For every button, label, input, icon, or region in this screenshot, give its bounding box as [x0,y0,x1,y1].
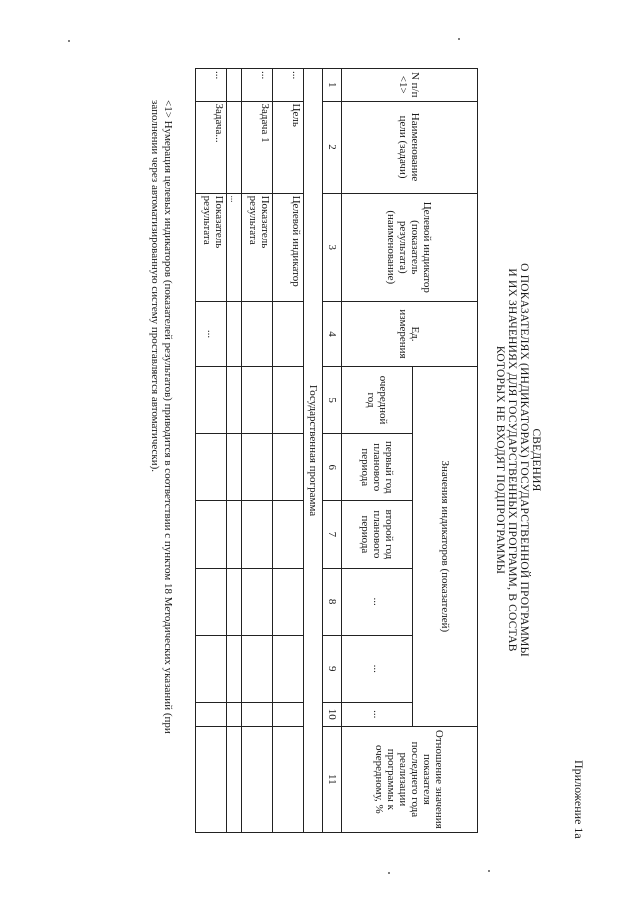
header-first-year: первый год планового периода [342,434,413,501]
footnote-line: заполнении через автоматизированную систему проставляется автоматически). [149,100,161,473]
header-dots: ... [342,702,413,726]
row-n: ... [242,69,273,102]
row-indicator: Целевой индикатор [273,193,304,301]
row-unit: ... [196,301,227,366]
table-row [242,69,273,833]
column-number: 8 [323,568,342,635]
header-values-group: Значения индикаторов (показателей) [413,366,478,726]
row-n: ... [196,69,227,102]
title-line: СВЕДЕНИЯ [530,428,542,492]
row-indicator: ... [227,193,242,301]
column-number: 1 [323,69,342,102]
column-number: 2 [323,101,342,193]
row-unit [227,301,242,366]
row-name: Задача 1 [242,101,273,193]
header-ratio: Отношение значения показателя последнего года реализации программы к очередному, % [342,726,478,832]
scan-speck [458,38,460,40]
title-line: КОТОРЫХ НЕ ВХОДЯТ ПОДПРОГРАММЫ [494,345,506,575]
footnote-line: <1> Нумерация целевых индикаторов (показателей результатов) приводится в соответствии с пунктом 18 Методических указаний (при [162,100,174,734]
row-n [227,69,242,102]
title-line: О ПОКАЗАТЕЛЯХ (ИНДИКАТОРАХ) ГОСУДАРСТВЕННОЙ ПРОГРАММЫ [518,263,530,657]
scan-speck [68,40,70,42]
row-unit [242,301,273,366]
header-next-year: очередной год [342,366,413,433]
scan-speck [488,870,490,872]
table-row [196,69,227,833]
header-indicator: Целевой индикатор (показатель результата) (наименование) [342,193,478,301]
appendix-label: Приложение 1а [572,760,586,839]
row-indicator: Показатель результата [242,193,273,301]
section-row: Государственная программа [304,69,323,833]
table-row [227,69,242,833]
header-second-year: второй год планового периода [342,501,413,568]
header-unit: Ед. измерения [342,301,478,366]
column-number: 11 [323,726,342,832]
footnote [148,100,174,830]
column-number: 6 [323,434,342,501]
row-name: Цель [273,101,304,193]
scan-speck [388,872,390,874]
document-title [494,180,542,740]
column-number: 7 [323,501,342,568]
row-unit [273,301,304,366]
title-line: И ИХ ЗНАЧЕНИЯХ ДЛЯ ГОСУДАРСТВЕННЫХ ПРОГРАММ, В СОСТАВ [506,268,518,652]
table-row [273,69,304,833]
row-n: ... [273,69,304,102]
column-number: 9 [323,635,342,702]
header-n: N п/п <1> [342,69,478,102]
indicators-table [195,68,478,833]
column-number: 4 [323,301,342,366]
column-number: 3 [323,193,342,301]
row-name [227,101,242,193]
column-number: 5 [323,366,342,433]
header-dots: ... [342,568,413,635]
row-indicator: Показатель результата [196,193,227,301]
column-number: 10 [323,702,342,726]
header-dots: ... [342,635,413,702]
header-name: Наименование цели (задачи) [342,101,478,193]
row-name: Задача... [196,101,227,193]
